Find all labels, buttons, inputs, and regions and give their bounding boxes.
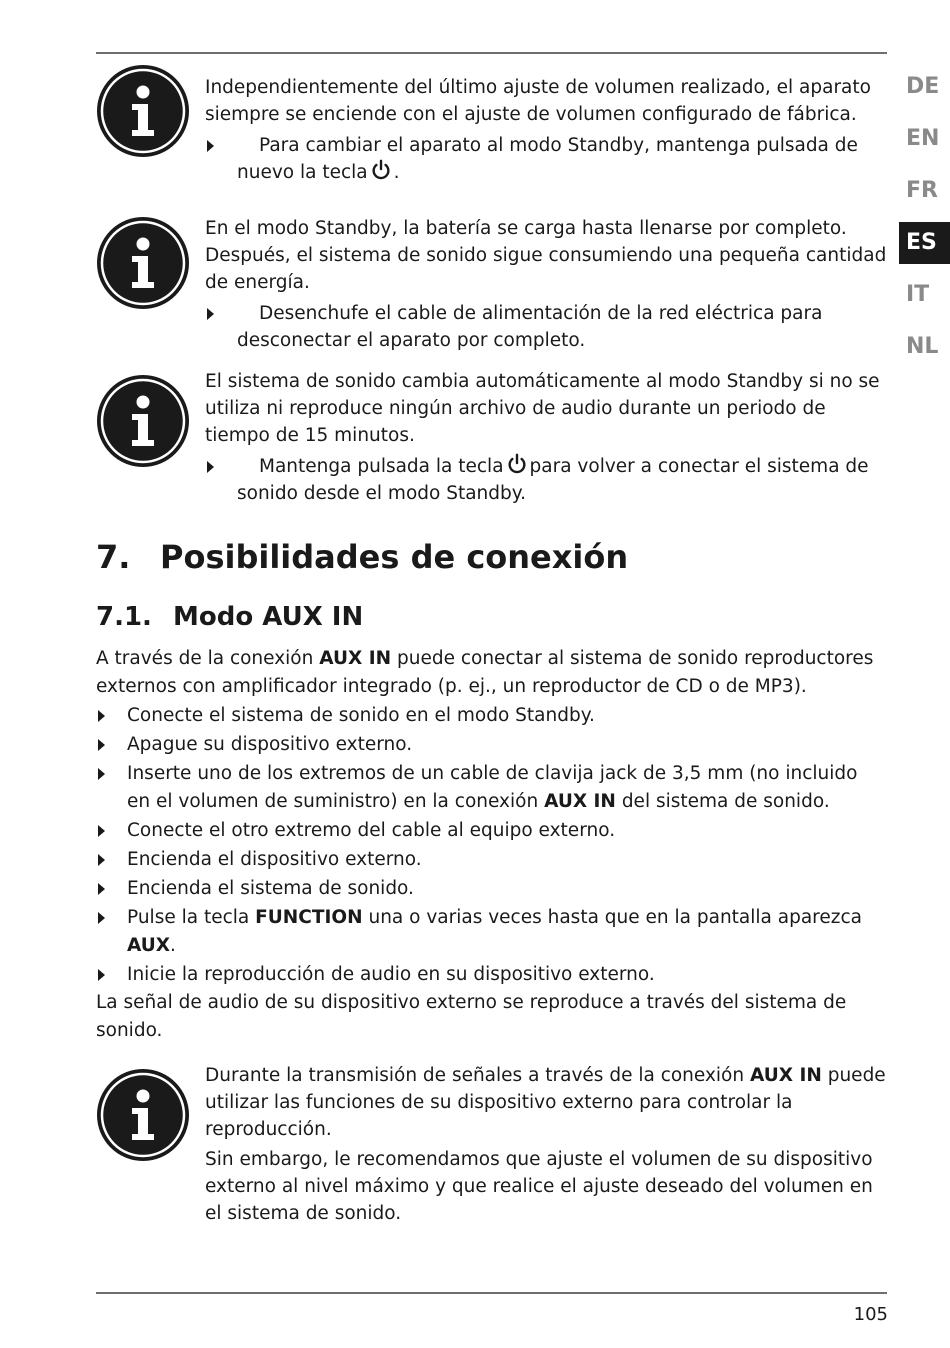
note-text: En el modo Standby, la batería se carga hasta llenarse por completo. Después, el sistema de sonido sigue consumiendo una pequeña cantidad de energía. bbox=[205, 218, 887, 293]
info-icon bbox=[96, 1068, 190, 1162]
lang-tab-fr[interactable]: FR bbox=[906, 178, 938, 203]
subsection-heading bbox=[96, 602, 363, 632]
info-icon bbox=[96, 64, 190, 158]
bullet-arrow-icon bbox=[98, 768, 105, 780]
step-item: Encienda el dispositivo externo. bbox=[96, 846, 886, 874]
bottom-rule bbox=[96, 1292, 887, 1294]
bullet-arrow-icon bbox=[207, 461, 214, 473]
step-item: Apague su dispositivo externo. bbox=[96, 731, 886, 759]
step-item: Encienda el sistema de sonido. bbox=[96, 875, 886, 903]
intro-paragraph: A través de la conexión AUX IN puede conectar al sistema de sonido reproductores externos con amplificador integrado (p. ej., un reproductor de CD o de MP3). bbox=[96, 648, 874, 697]
section-title: Posibilidades de conexión bbox=[160, 538, 629, 576]
step-item: Conecte el otro extremo del cable al equipo externo. bbox=[96, 817, 886, 845]
note-text: Durante la transmisión de señales a través de la conexión AUX IN puede utilizar las funciones de su dispositivo externo para controlar la reproducción. bbox=[205, 1065, 886, 1140]
info-note-4 bbox=[96, 1065, 891, 1224]
page-number: 105 bbox=[853, 1304, 888, 1325]
lang-tab-en[interactable]: EN bbox=[906, 126, 940, 151]
bullet-arrow-icon bbox=[98, 739, 105, 751]
bullet-arrow-icon bbox=[98, 825, 105, 837]
info-icon bbox=[96, 216, 190, 310]
note-bullet: Desenchufe el cable de alimentación de la red eléctrica para desconectar el aparato por completo. bbox=[205, 300, 891, 354]
info-note-3 bbox=[96, 371, 891, 514]
bullet-arrow-icon bbox=[207, 140, 214, 152]
bullet-arrow-icon bbox=[98, 854, 105, 866]
subsection-title: Modo AUX IN bbox=[173, 602, 364, 632]
info-note-2 bbox=[96, 216, 891, 356]
info-note-1 bbox=[96, 64, 891, 204]
top-rule bbox=[96, 52, 887, 54]
note-text: El sistema de sonido cambia automáticamente al modo Standby si no se utiliza ni reproduce ningún archivo de audio durante un periodo de tiempo de 15 minutos. bbox=[205, 371, 880, 446]
bullet-arrow-icon bbox=[98, 710, 105, 722]
power-icon bbox=[370, 159, 392, 181]
note-text: Independientemente del último ajuste de volumen realizado, el aparato siempre se enciende con el ajuste de volumen configurado de fábrica. bbox=[205, 77, 871, 125]
power-icon bbox=[506, 453, 528, 475]
step-item: Pulse la tecla FUNCTION una o varias veces hasta que en la pantalla aparezca AUX. bbox=[96, 904, 886, 960]
outro-paragraph: La señal de audio de su dispositivo externo se reproduce a través del sistema de sonido. bbox=[96, 992, 847, 1041]
note-text: Sin embargo, le recomendamos que ajuste el volumen de su dispositivo externo al nivel máximo y que realice el ajuste deseado del volumen en el sistema de sonido. bbox=[205, 1149, 873, 1224]
section-number: 7. bbox=[96, 538, 131, 576]
lang-tab-nl[interactable]: NL bbox=[906, 334, 939, 359]
bullet-arrow-icon bbox=[207, 308, 214, 320]
step-item: Inserte uno de los extremos de un cable de clavija jack de 3,5 mm (no incluido en el volumen de suministro) en la conexión AUX IN del sistema de sonido. bbox=[96, 760, 886, 816]
bullet-arrow-icon bbox=[98, 969, 105, 981]
bullet-arrow-icon bbox=[98, 912, 105, 924]
bullet-arrow-icon bbox=[98, 883, 105, 895]
lang-tab-es[interactable]: ES bbox=[899, 222, 950, 264]
step-item: Inicie la reproducción de audio en su dispositivo externo. bbox=[96, 961, 886, 989]
subsection-number: 7.1. bbox=[96, 602, 152, 632]
info-icon bbox=[96, 374, 190, 468]
lang-tab-de[interactable]: DE bbox=[906, 74, 940, 99]
lang-tab-it[interactable]: IT bbox=[906, 282, 930, 307]
step-item: Conecte el sistema de sonido en el modo Standby. bbox=[96, 702, 886, 730]
note-bullet: Para cambiar el aparato al modo Standby, mantenga pulsada de nuevo la tecla . bbox=[205, 132, 891, 186]
section-body bbox=[96, 645, 886, 1045]
note-bullet: Mantenga pulsada la tecla para volver a conectar el sistema de sonido desde el modo Standby. bbox=[205, 453, 891, 507]
section-heading bbox=[96, 538, 628, 576]
